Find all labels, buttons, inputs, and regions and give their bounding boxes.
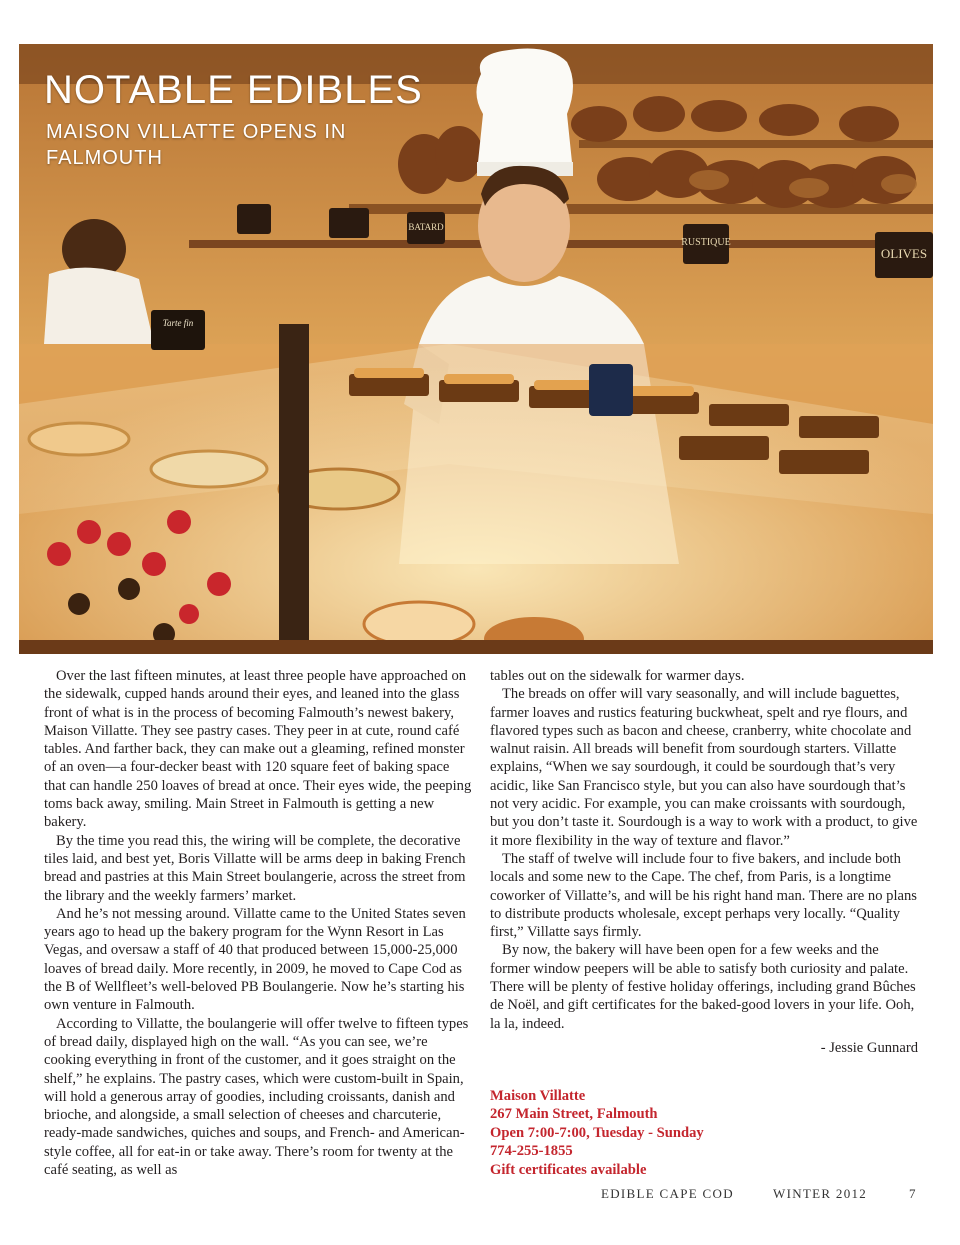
business-name: Maison Villatte	[490, 1088, 586, 1104]
page-number: 7	[909, 1186, 916, 1201]
business-hours: Open 7:00-7:00, Tuesday - Sunday	[490, 1124, 704, 1141]
paragraph: The staff of twelve will include four to five bakers, and include both locals and some new to the Cape. The chef, from Paris, is a longtime coworker of Villatte’s, and will be his right hand man. There are no plans to distribute products wholesale, except perhaps very locally. “Quality first,” Villatte says firmly.	[490, 850, 917, 941]
article-column-left	[44, 667, 472, 1179]
business-info	[490, 1087, 890, 1179]
hero-photo	[19, 44, 933, 654]
sign-rustique: RUSTIQUE	[681, 237, 731, 248]
business-address: 267 Main Street, Falmouth	[490, 1106, 658, 1123]
article-headline: MAISON VILLATTE OPENS IN FALMOUTH	[46, 121, 347, 169]
paragraph: And he’s not messing around. Villatte came to the United States seven years ago to head up the bakery program for the Wynn Resort in Las Vegas, and oversaw a staff of 40 that produced between 15,000-25,000 loaves of bread daily. More recently, in 2009, he moved to Cape Cod as the B of Wellfleet’s well-beloved PB Boulangerie. Now he’s starting his own venture in Falmouth.	[44, 905, 466, 1014]
sign-olives: OLIVES	[880, 246, 928, 261]
display-counter	[19, 310, 933, 654]
footer-publication: EDIBLE CAPE COD	[601, 1186, 734, 1201]
article-column-right	[490, 667, 918, 1057]
paragraph: The breads on offer will vary seasonally, and will include baguettes, farmer loaves and rustics featuring buckwheat, spelt and rye flours, and flavored types such as bacon and cheese, cranberry, white chocolate and walnut raisin. All breads will benefit from sourdough starters. Villatte explains, “When we say sourdough, it could be sourdough that’s very acidic, like San Francisco style, but you can also have sourdough that’s not very acidic. For example, you can make croissants with sourdough, but you don’t taste it. Sourdough is a way to work with a product, to give it more flexibility in the way of texture and flavor.”	[490, 686, 918, 849]
section-title: NOTABLE EDIBLES	[44, 68, 423, 112]
footer-issue: WINTER 2012	[773, 1186, 868, 1201]
paragraph-continuation: tables out on the sidewalk for warmer days.	[490, 668, 745, 684]
paragraph: According to Villatte, the boulangerie will offer twelve to fifteen types of bread daily, displayed high on the wall. “As you can see, we’re cooking everything in front of the customer, and it goes straight on the shelf,” he explains. The pastry cases, which were custom-built in Spain, will hold a generous array of goodies, including croissants, danish and brioche, and alongside, a small selection of cheeses and charcuterie, ready-made sandwiches, quiches and soups, and French- and American-style coffee, all for eat-in or take away. There’s room for twenty at the café seating, as well as	[44, 1015, 469, 1179]
paragraph: By now, the bakery will have been open for a few weeks and the former window peepers will be able to satisfy both curiosity and palate. There will be plenty of festive holiday offerings, including grand Bûches de Noël, and gift certificates for the baked-good lovers in your life. Ooh, la la, indeed.	[490, 942, 916, 1032]
paragraph: By the time you read this, the wiring will be complete, the decorative tiles laid, and best yet, Boris Villatte will be arms deep in baking French bread and pastries at this Main Street boulangerie, across the street from the library and the weekly farmers’ market.	[44, 832, 466, 904]
sign-batard: BATARD	[408, 222, 444, 232]
business-phone: 774-255-1855	[490, 1143, 573, 1160]
sign-tarte: Tarte fin	[162, 318, 194, 328]
author-byline: - Jessie Gunnard	[820, 1039, 918, 1056]
paragraph: Over the last fifteen minutes, at least three people have approached on the sidewalk, cupped hands around their eyes, and leaned into the glass front of what is in the process of becoming Falmouth’s newest bakery, Maison Villatte. They see pastry cases. They peer in at cute, round café tables. And farther back, they can make out a gleaming, refined monster of an oven—a four-decker beast with 120 square feet of baking space that can handle 250 loaves of bread at once. Their eyes wide, the peeping toms back away, smiling. Main Street in Falmouth is getting a new bakery.	[44, 668, 472, 831]
business-note: Gift certificates available	[490, 1161, 647, 1178]
